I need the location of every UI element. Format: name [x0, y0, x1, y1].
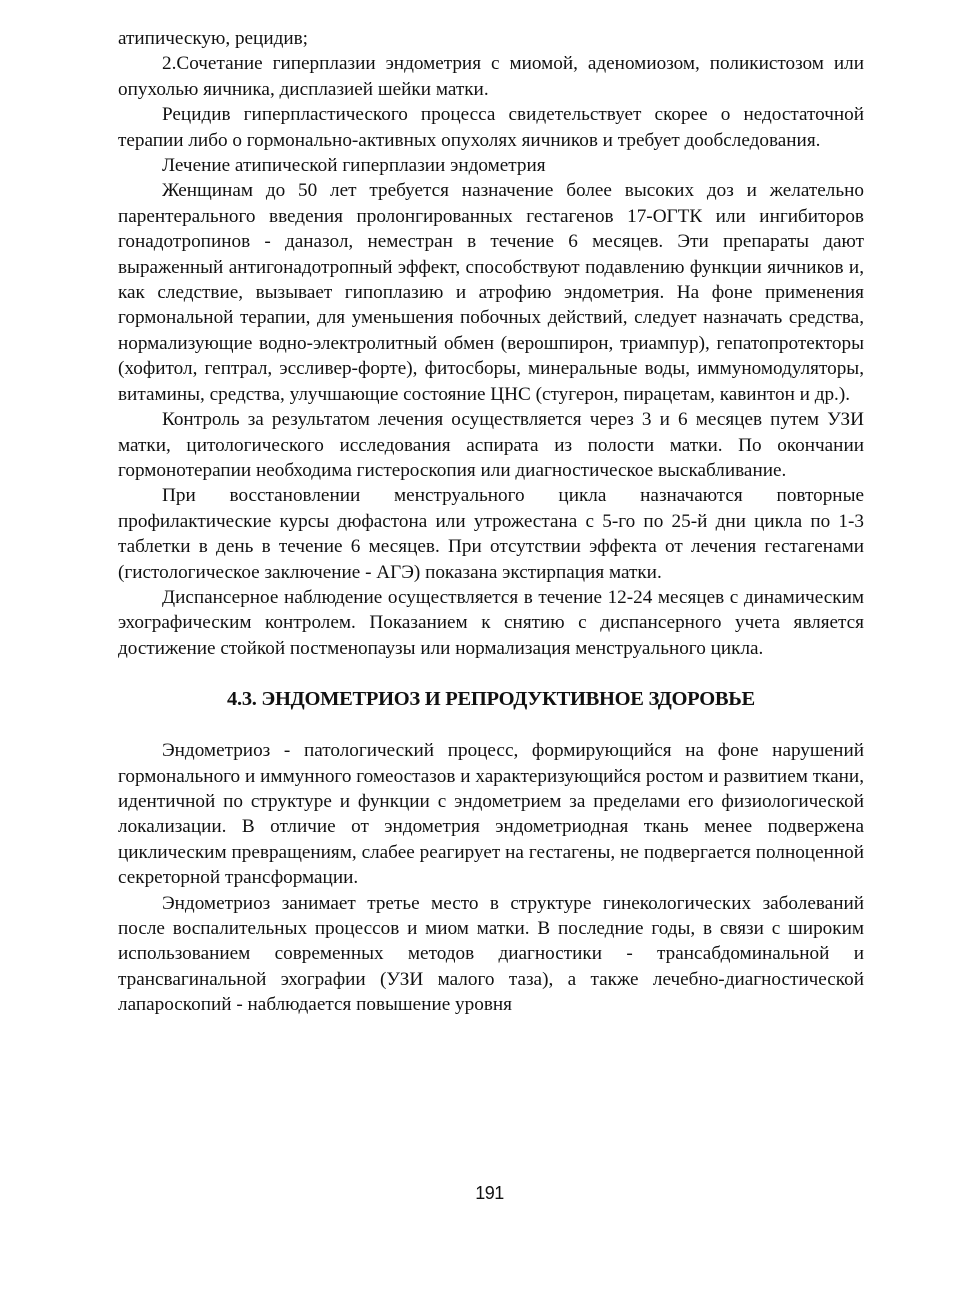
paragraph: Рецидив гиперпластического процесса свидетельствует скорее о недостаточной терапии либо о гормонально-активных опухолях яичников и требует дообследования. — [118, 104, 864, 151]
paragraph: Эндометриоз занимает третье место в структуре гинекологических заболеваний после воспалительных процессов и миом матки. В последние годы, в связи с широким использованием современных методов диагностики - трансабдоминальной и трансвагинальной эхографии (УЗИ малого таза), а также лечебно-диагностической лапароскопий - наблюдается повышение уровня — [118, 892, 864, 1016]
paragraph: Контроль за результатом лечения осуществляется через 3 и 6 месяцев путем УЗИ матки, цитологического исследования аспирата из полости матки. По окончании гормонотерапии необходима гистероскопия или диагностическое выскабливание. — [118, 409, 864, 481]
subheading-paragraph: Лечение атипической гиперплазии эндометрия — [162, 155, 546, 177]
paragraph: Женщинам до 50 лет требуется назначение более высоких доз и желательно парентерального введения пролонгированных гестагенов 17-ОГТК или ингибиторов гонадотропинов - даназол, неместран в течение 6 месяцев. Эти препараты дают выраженный антигонадотропный эффект, способствуют подавлению функции яичников и, как следствие, вызывает гипоплазию и атрофию эндометрия. На фоне применения гормональной терапии, для уменьшения побочных действий, следует назначать средства, нормализующие водно-электролитный обмен (верошпирон, триампур), гепатопротекторы (хофитол, гептрал, эссливер-форте), фитосборы, минеральные воды, иммуномодуляторы, витамины, средства, улучшающие состояние ЦНС (стугерон, пирацетам, кавинтон и др.). — [118, 180, 864, 405]
paragraph: Эндометриоз - патологический процесс, формирующийся на фоне нарушений гормонального и иммунного гомеостазов и характеризующийся ростом и развитием ткани, идентичной по структуре и функции с эндометрием за пределами его физиологической локализации. В отличие от эндометрия эндометриодная ткань менее подвержена циклическим превращениям, слабее реагирует на гестагены, не подвергается полноценной секреторной трансформации. — [118, 740, 864, 889]
paragraph: При восстановлении менструального цикла назначаются повторные профилактические курсы дюфастона или утрожестана с 5-го по 25-й дни цикла по 1-3 таблетки в день в течение 6 месяцев. При отсутствии эффекта от лечения гестагенами (гистологическое заключение - АГЭ) показана экстирпация матки. — [118, 485, 864, 583]
paragraph: Диспансерное наблюдение осуществляется в течение 12-24 месяцев с динамическим эхографическим контролем. Показанием к снятию с диспансерного учета является достижение стойкой постменопаузы или нормализация менструального цикла. — [118, 586, 864, 659]
text-block-bottom — [118, 738, 864, 1017]
paragraph: атипическую, рецидив; — [118, 28, 309, 49]
page-body — [118, 26, 864, 1018]
text-block-top — [118, 26, 864, 661]
section-heading: 4.3. ЭНДОМЕТРИОЗ И РЕПРОДУКТИВНОЕ ЗДОРОВЬЕ — [227, 688, 755, 711]
paragraph: 2.Сочетание гиперплазии эндометрия с миомой, аденомиозом, поликистозом или опухолью яичника, дисплазией шейки матки. — [118, 53, 864, 100]
page-number: 191 — [475, 1183, 504, 1203]
